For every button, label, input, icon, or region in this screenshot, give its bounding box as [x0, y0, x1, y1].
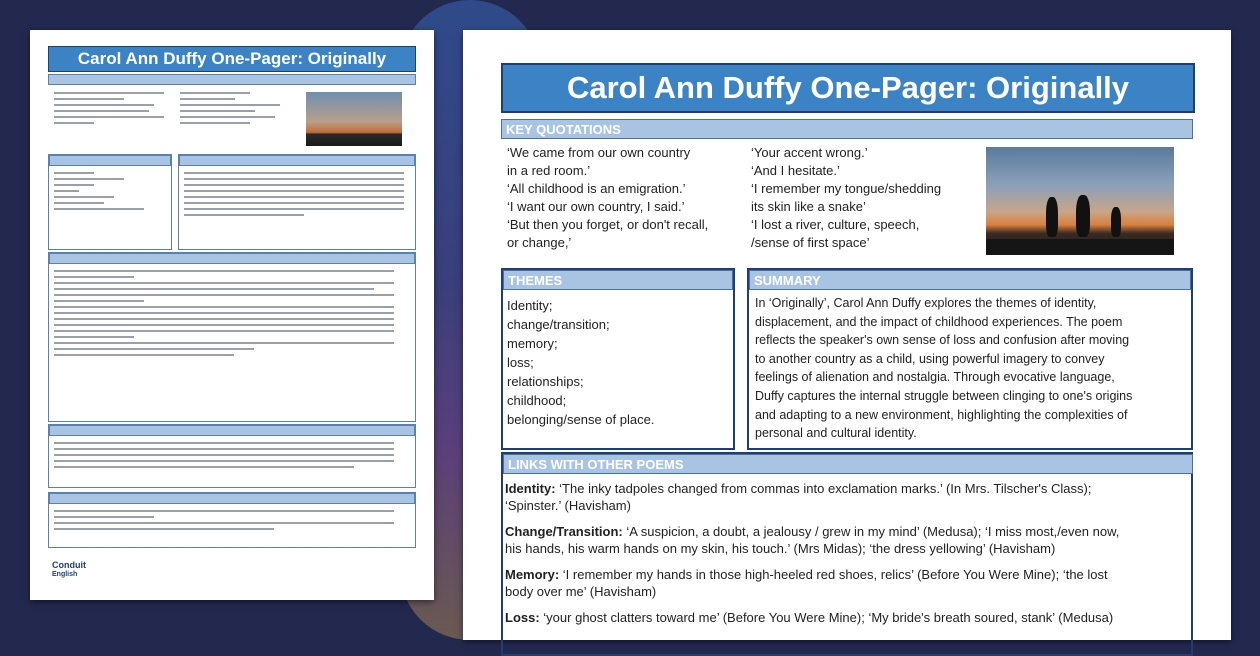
link-text: ‘I remember my hands in those high-heeled red shoes, relics’ (Before You Were Mine); ‘the lost — [562, 567, 1108, 582]
quotation-line: ‘But then you forget, or don't recall, — [507, 217, 709, 232]
summary-line: feelings of alienation and nostalgia. Through evocative language, — [755, 370, 1115, 385]
small-techniques-lines — [54, 442, 406, 472]
theme-item: change/transition; — [507, 317, 610, 332]
quotation-line: its skin like a snake’ — [751, 199, 866, 214]
link-entry — [505, 609, 1189, 626]
theme-item: memory; — [507, 336, 558, 351]
summary-text — [755, 294, 1132, 443]
quotation-line: or change,’ — [507, 235, 572, 250]
small-themes-bar — [49, 155, 171, 166]
small-links-bar — [49, 253, 415, 264]
theme-item: belonging/sense of place. — [507, 412, 655, 427]
link-entry — [505, 523, 1189, 557]
themes-list — [507, 296, 654, 429]
quotation-line: ‘We came from our own country — [507, 145, 691, 160]
quotation-line: ‘I remember my tongue/shedding — [751, 181, 942, 196]
link-text: ‘The inky tadpoles changed from commas into exclamation marks.’ (In Mrs. Tilscher's Class); — [559, 481, 1092, 496]
summary-line: personal and cultural identity. — [755, 426, 917, 441]
small-summary-bar — [179, 155, 415, 166]
small-quote-lines — [54, 92, 174, 128]
theme-item: loss; — [507, 355, 534, 370]
small-silhouette-photo — [306, 92, 402, 146]
summary-line: In ‘Originally’, Carol Ann Duffy explores the themes of identity, — [755, 296, 1097, 310]
quotation-line: ‘I want our own country, I said.’ — [507, 199, 685, 214]
page-title: Carol Ann Duffy One-Pager: Originally — [501, 63, 1195, 113]
large-page — [463, 30, 1231, 640]
links-header: LINKS WITH OTHER POEMS — [503, 454, 1193, 474]
quotation-line: ‘And I hesitate.’ — [751, 163, 840, 178]
summary-line: Duffy captures the internal struggle between clinging to one's origins — [755, 388, 1133, 403]
link-text: body over me’ (Havisham) — [505, 584, 657, 599]
small-logo — [52, 560, 86, 580]
theme-item: relationships; — [507, 374, 584, 389]
silhouette-photo — [986, 147, 1174, 255]
theme-item: Identity; — [507, 298, 553, 313]
quotes-right — [751, 144, 941, 252]
links-text — [505, 480, 1189, 635]
key-quotations-header: KEY QUOTATIONS — [501, 119, 1193, 139]
small-techniques-bar — [49, 425, 415, 436]
quotes-left — [507, 144, 708, 252]
link-label: Memory: — [505, 567, 563, 582]
link-text: ‘A suspicion, a doubt, a jealousy / grew in my mind’ (Medusa); ‘I miss most,/even now, — [626, 524, 1120, 539]
logo-line2: English — [52, 571, 78, 578]
small-quote-lines-right — [180, 92, 300, 128]
link-label: Change/Transition: — [505, 524, 627, 539]
theme-item: childhood; — [507, 393, 567, 408]
small-exam-bar — [49, 493, 415, 504]
summary-line: and adapting to a new environment, highlighting the complexities of — [755, 407, 1128, 422]
link-text: his hands, his warm hands on my skin, his touch.’ (Mrs Midas); ‘the dress yellowing’ (Havisham) — [505, 541, 1056, 556]
quotation-line: ‘Your accent wrong.’ — [751, 145, 868, 160]
quotation-line: /sense of first space’ — [751, 235, 870, 250]
summary-header: SUMMARY — [749, 270, 1191, 290]
link-label: Loss: — [505, 610, 544, 625]
small-summary-lines — [184, 172, 410, 220]
themes-header: THEMES — [503, 270, 733, 290]
small-exam-lines — [54, 510, 406, 534]
small-themes-lines — [54, 172, 154, 214]
link-text: ‘your ghost clatters toward me’ (Before You Were Mine); ‘My bride's breath soured, stank’ (Medusa) — [543, 610, 1114, 625]
summary-line: displacement, and the impact of childhood experiences. The poem — [755, 314, 1123, 329]
quotation-line: ‘I lost a river, culture, speech, — [751, 217, 920, 232]
small-page-preview — [30, 30, 434, 600]
quotation-line: in a red room.’ — [507, 163, 591, 178]
small-key-quotations-bar — [48, 74, 416, 85]
small-links-lines — [54, 270, 406, 360]
quotation-line: ‘All childhood is an emigration.’ — [507, 181, 686, 196]
link-entry — [505, 480, 1189, 514]
link-text: ‘Spinster.’ (Havisham) — [505, 498, 631, 513]
summary-line: to another country as a child, using powerful imagery to convey — [755, 351, 1105, 366]
summary-line: reflects the speaker's own sense of loss and confusion after moving — [755, 333, 1130, 348]
link-label: Identity: — [505, 481, 560, 496]
small-page-title: Carol Ann Duffy One-Pager: Originally — [48, 46, 416, 72]
logo-line1: Conduit — [52, 560, 86, 570]
link-entry — [505, 566, 1189, 600]
